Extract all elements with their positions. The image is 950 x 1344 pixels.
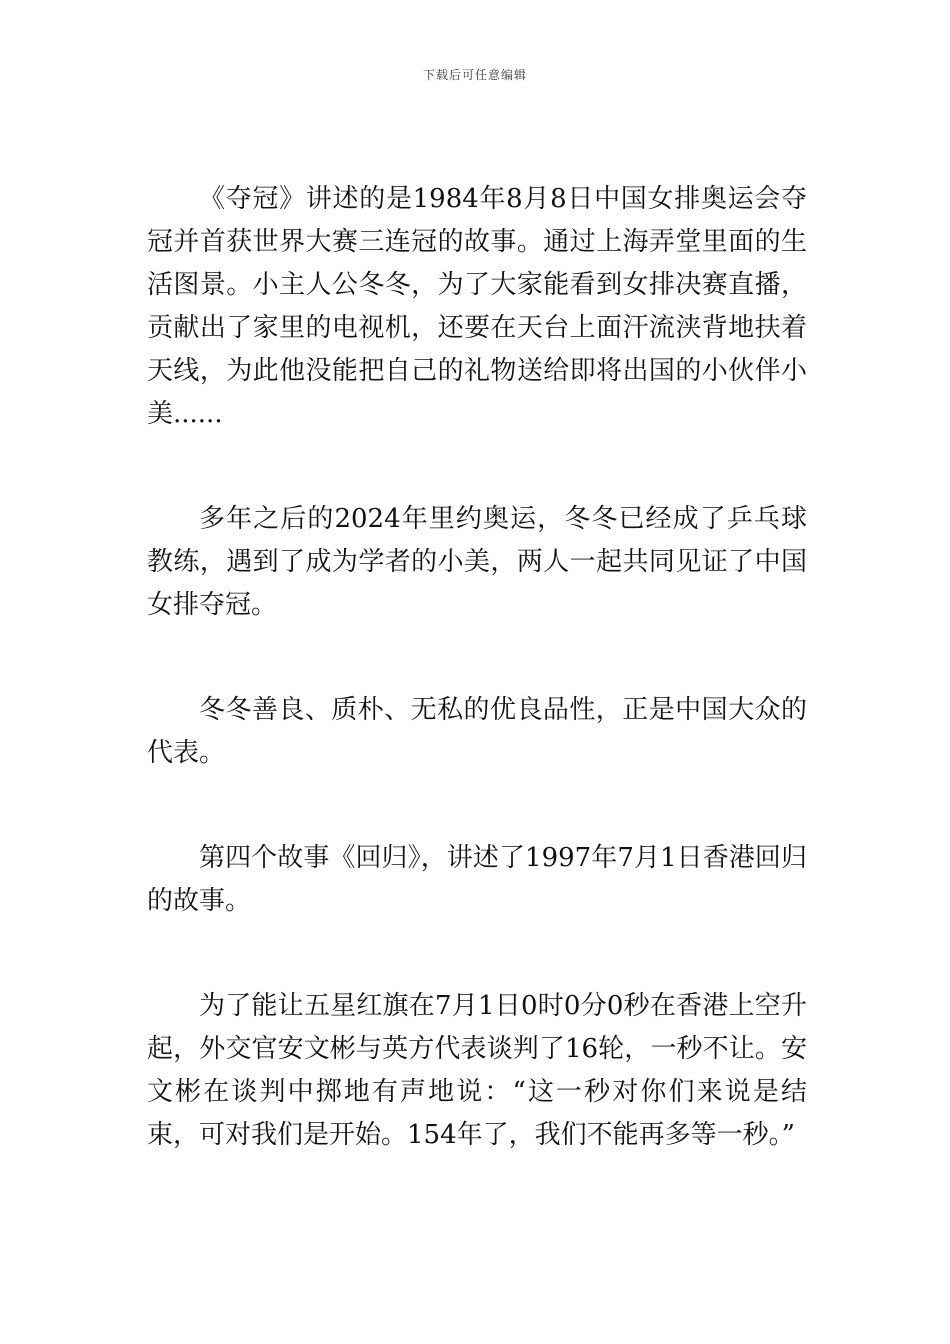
paragraph-4: 第四个故事《回归》，讲述了1997年7月1日香港回归的故事。 <box>147 843 807 916</box>
paragraph-3: 冬冬善良、质朴、无私的优良品性，正是中国大众的代表。 <box>147 695 807 768</box>
header-note: 下载后可任意编辑 <box>422 68 527 82</box>
document-body <box>147 178 807 1219</box>
paragraph-2: 多年之后的2024年里约奥运，冬冬已经成了乒乓球教练，遇到了成为学者的小美，两人一起共同见证了中国女排夺冠。 <box>147 504 807 620</box>
paragraph-5: 为了能让五星红旗在7月1日0时0分0秒在香港上空升起，外交官安文彬与英方代表谈判了16轮，一秒不让。安文彬在谈判中掷地有声地说：“这一秒对你们来说是结束，可对我们是开始。154年了，我们不能再多等一秒。” <box>147 991 807 1150</box>
paragraph-1: 《夺冠》讲述的是1984年8月8日中国女排奥运会夺冠并首获世界大赛三连冠的故事。通过上海弄堂里面的生活图景。小主人公冬冬，为了大家能看到女排决赛直播，贡献出了家里的电视机，还要在天台上面汗流浃背地扶着天线，为此他没能把自己的礼物送给即将出国的小伙伴小美...... <box>147 184 807 429</box>
